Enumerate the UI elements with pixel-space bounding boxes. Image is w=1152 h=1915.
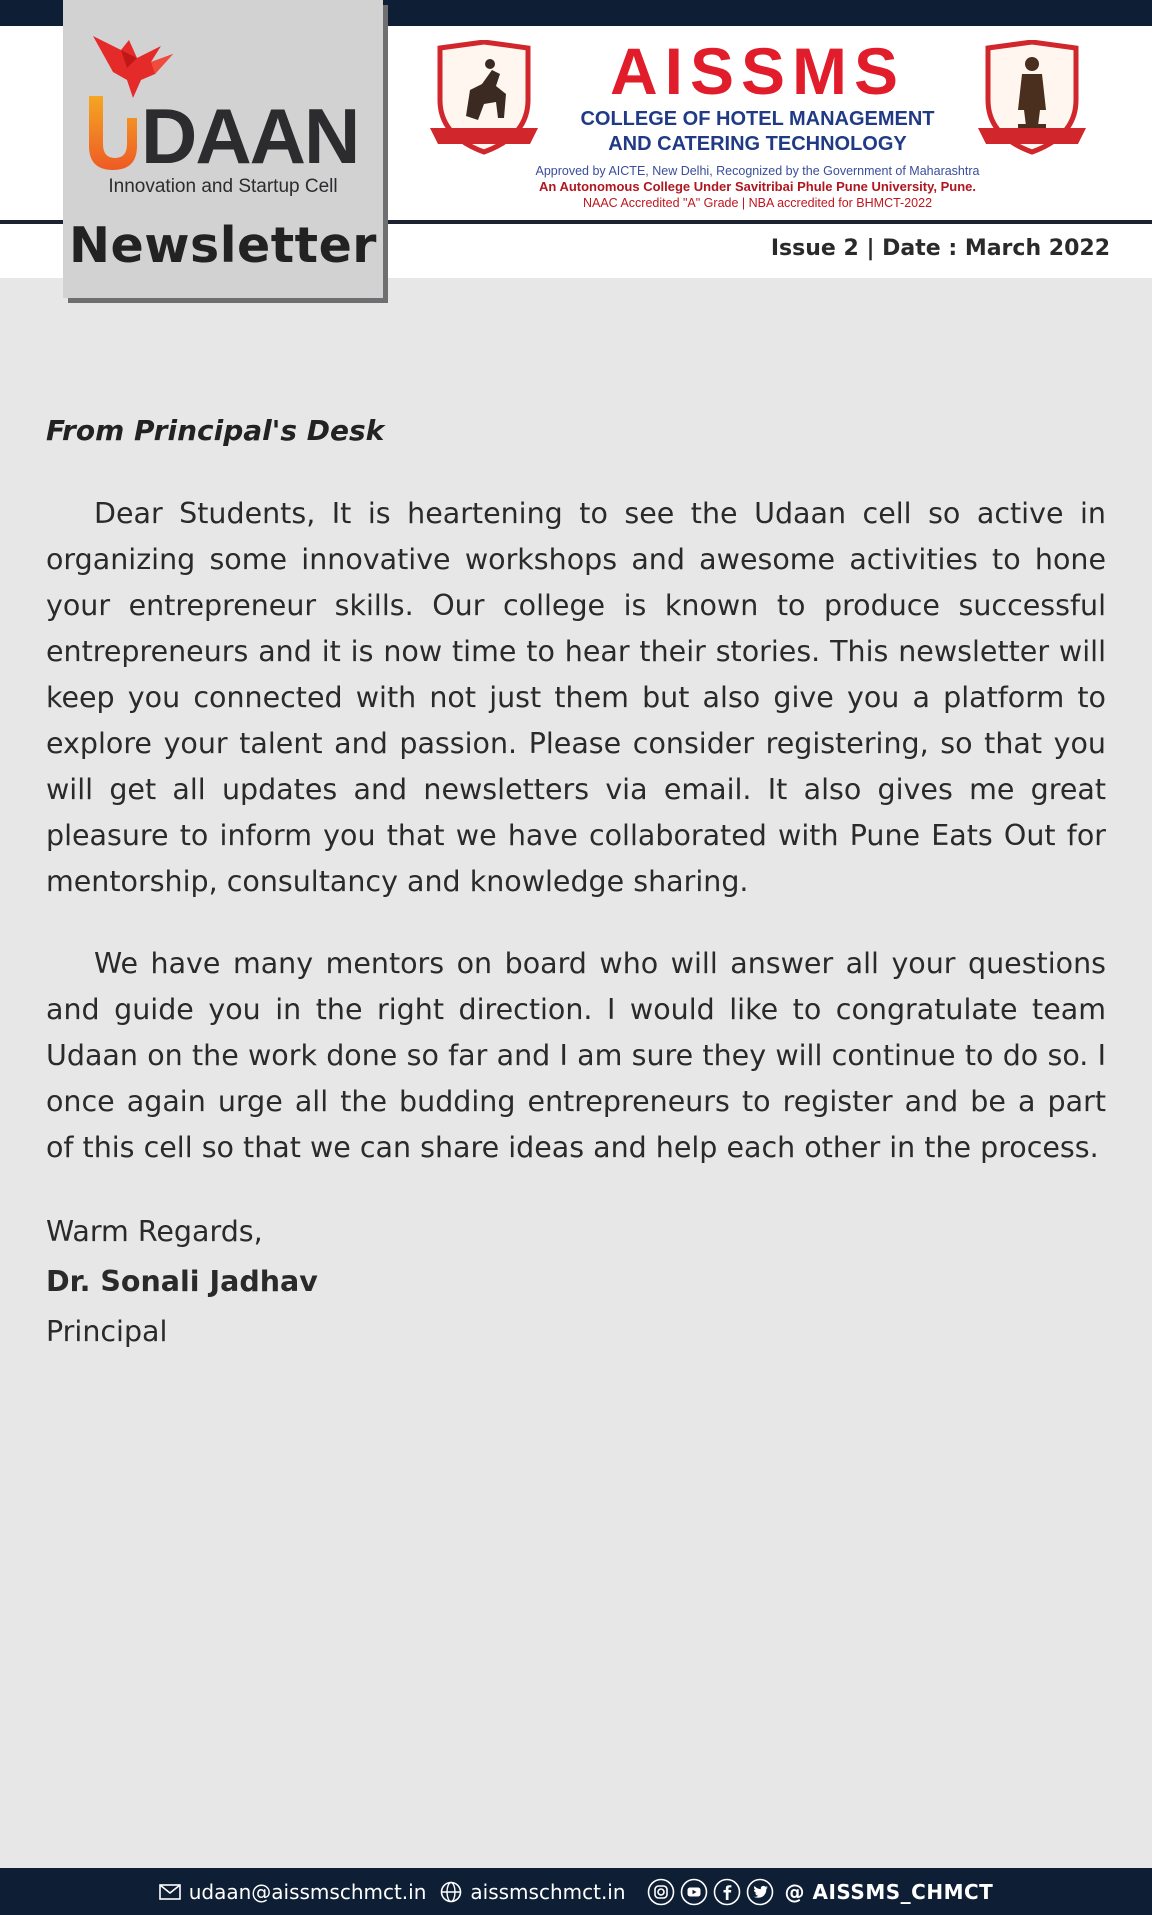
- udaan-u-letter-icon: [87, 88, 139, 172]
- footer-email[interactable]: [159, 1880, 427, 1904]
- newsletter-title: Newsletter: [69, 217, 377, 274]
- principal-letter: [46, 414, 1106, 1357]
- globe-icon: [440, 1881, 462, 1903]
- closing: Warm Regards,: [46, 1215, 263, 1248]
- instagram-icon[interactable]: [647, 1878, 675, 1906]
- twitter-icon[interactable]: [746, 1878, 774, 1906]
- udaan-tagline: Innovation and Startup Cell: [108, 176, 338, 197]
- college-masthead: [500, 36, 1015, 211]
- youtube-icon[interactable]: [680, 1878, 708, 1906]
- footer-website[interactable]: [440, 1880, 625, 1904]
- social-handle[interactable]: @ AISSMS_CHMCT: [784, 1879, 994, 1904]
- autonomy-line: An Autonomous College Under Savitribai Phule Pune University, Pune.: [538, 179, 976, 194]
- college-name-line-2: AND CATERING TECHNOLOGY: [608, 133, 907, 155]
- facebook-icon[interactable]: [713, 1878, 741, 1906]
- issue-date: Issue 2 | Date : March 2022: [770, 236, 1110, 261]
- section-heading: From Principal's Desk: [46, 414, 385, 447]
- signatory-designation: Principal: [46, 1315, 168, 1348]
- accreditation-line: NAAC Accredited "A" Grade | NBA accredited for BHMCT-2022: [582, 196, 933, 210]
- udaan-brand-box: [63, 0, 383, 298]
- signature-block: [46, 1207, 1106, 1357]
- signatory-name: Dr. Sonali Jadhav: [46, 1265, 318, 1298]
- footer-social: [647, 1878, 994, 1906]
- college-name-line-1: COLLEGE OF HOTEL MANAGEMENT: [580, 108, 935, 130]
- letter-paragraph-2: We have many mentors on board who will answer all your questions and guide you in the right direction. I would like to congratulate team Udaan on the work done so far and I am sure they will continue to do so. I once again urge all the budding entrepreneurs to register and be a part of this cell so that we can share ideas and help each other in the process.: [46, 947, 1106, 1164]
- approval-line: Approved by AICTE, New Delhi, Recognized by the Government of Maharashtra: [535, 164, 980, 178]
- footer-bar: [0, 1868, 1152, 1915]
- email-text: udaan@aissmschmct.in: [188, 1879, 427, 1904]
- website-text: aissmschmct.in: [470, 1879, 626, 1904]
- letter-paragraph-1: Dear Students, It is heartening to see the Udaan cell so active in organizing some innovative workshops and awesome activities to hone your entrepreneur skills. Our college is known to produce successful entrepreneurs and it is now time to hear their stories. This newsletter will keep you connected with not just them but also give you a platform to explore your talent and passion. Please consider registering, so that you will get all updates and newsletters via email. It also gives me great pleasure to inform you that we have collaborated with Pune Eats Out for mentorship, consultancy and knowledge sharing.: [46, 497, 1106, 898]
- college-acronym: AISSMS: [609, 34, 906, 108]
- udaan-wordmark: DAAN: [141, 92, 359, 180]
- mail-icon: [159, 1884, 181, 1900]
